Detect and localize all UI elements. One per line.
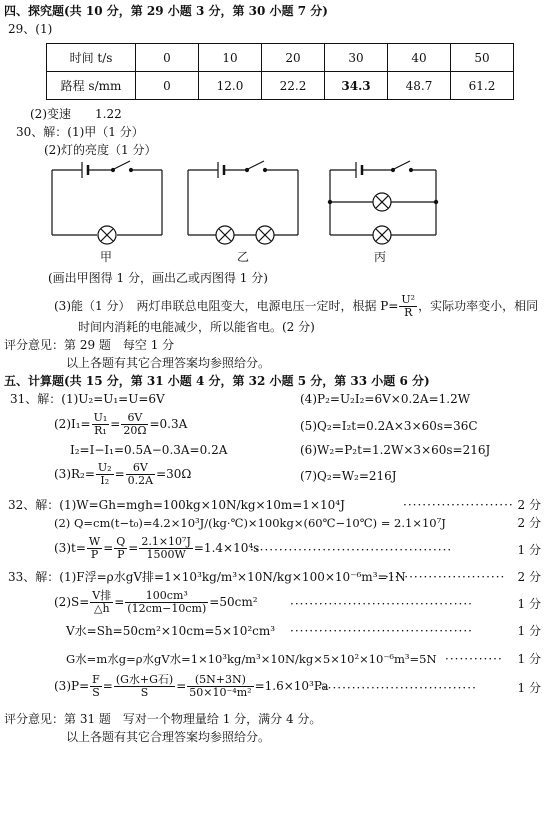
table-cell: 22.2 xyxy=(262,72,325,100)
q31-line3-right: (6)W₂=P₂t=1.2W×3×60s=216J xyxy=(300,443,491,457)
section-5-title: 五、计算题(共 15 分，第 31 小题 4 分，第 32 小题 5 分，第 33 小题 6 分) xyxy=(4,374,430,388)
q30-part2: (2)灯的亮度（1 分） xyxy=(44,143,157,157)
dot-leader: ············ xyxy=(445,652,503,666)
circuit-label-bing: 丙 xyxy=(374,250,387,264)
table-cell: 20 xyxy=(262,44,325,72)
time-distance-table xyxy=(46,43,514,100)
table-cell: 路程 s/mm xyxy=(47,72,136,100)
section-4-title: 四、探究题(共 10 分，第 29 小题 3 分，第 30 小题 7 分) xyxy=(4,4,328,18)
table-row xyxy=(47,44,514,72)
q31-line2-right: (5)Q₂=I₂t=0.2A×3×60s=36C xyxy=(300,419,478,433)
eval-note-2: 评分意见：第 31 题 写对一个物理量给 1 分，满分 4 分。 xyxy=(4,712,322,726)
q31-line1-right: (4)P₂=U₂I₂=6V×0.2A=1.2W xyxy=(300,392,471,406)
q30-part3-text-b: ，实际功率变小，相同 xyxy=(418,299,539,313)
q33-line5: (3)P= $\frac{F}{S}$ = (G水+G石) S = $\frac{(5N+3N)}{\text{50×10⁻⁴m²}}$ =1.6×10³Pa xyxy=(54,673,329,699)
q31-line2-left: (2)I₁= $\frac{\text{U₁}}{\text{R₁}}$ = $\frac{6V}{20\Omega}$ =0.3A xyxy=(54,411,188,437)
table-cell: 0 xyxy=(136,44,199,72)
table-cell: 0 xyxy=(136,72,199,100)
q33-score-2: 1 分 xyxy=(517,597,541,611)
circuit-jia xyxy=(52,161,162,244)
q30-part3 xyxy=(54,294,538,319)
q33-score-3: 1 分 xyxy=(517,624,541,638)
q32-line2: (2) Q=cm(t−t₀)=4.2×10³J/(kg·℃)×100kg×(60℃−10℃) = 2.1×10⁷J xyxy=(54,516,446,530)
dot-leader: ·········································· xyxy=(250,543,453,557)
circuit-label-yi: 乙 xyxy=(237,250,250,264)
q32-line1: 32、解：(1)W=Gh=mgh=100kg×10N/kg×10m=1×10⁴J xyxy=(8,498,345,512)
q30-part1: 30、解：(1)甲（1 分） xyxy=(16,125,144,139)
q32-score-1: 2 分 xyxy=(517,498,541,512)
q33-score-4: 1 分 xyxy=(517,652,541,666)
table-cell: 48.7 xyxy=(388,72,451,100)
dot-leader: ······················· xyxy=(403,498,514,512)
q31-line4-right: (7)Q₂=W₂=216J xyxy=(300,469,397,483)
table-cell: 34.3 xyxy=(325,72,388,100)
circuit-bing xyxy=(328,161,437,244)
table-cell: 10 xyxy=(199,44,262,72)
table-row xyxy=(47,72,514,100)
table-cell: 61.2 xyxy=(451,72,514,100)
dot-leader: ······································ xyxy=(290,597,473,611)
q29-part2: (2)变速 1.22 xyxy=(30,107,122,121)
q30-part3-text-a: (3)能（1 分） 两灯串联总电阻变大，电源电压一定时，根据 P= xyxy=(54,299,399,313)
table-cell: 30 xyxy=(325,44,388,72)
q32-score-2: 2 分 xyxy=(517,516,541,530)
q33-line3: V水=Sh=50cm²×10cm=5×10²cm³ xyxy=(66,624,276,638)
dot-leader: ························· xyxy=(385,570,506,584)
q30-note: (画出甲图得 1 分，画出乙或丙图得 1 分) xyxy=(48,271,268,285)
table-cell: 时间 t/s xyxy=(47,44,136,72)
q29-label: 29、(1) xyxy=(8,22,53,36)
eval-note-1: 评分意见：第 29 题 每空 1 分 xyxy=(4,338,175,352)
power-formula-fraction: $\frac{\text{U²}}{R}$ xyxy=(401,293,416,319)
q31-line3-left: I₂=I−I₁=0.5A−0.3A=0.2A xyxy=(70,443,228,457)
q33-line1: 33、解：(1)F浮=ρ水gV排=1×10³kg/m³×10N/kg×100×10⁻⁶m³=1N xyxy=(8,570,406,584)
table-cell: 40 xyxy=(388,44,451,72)
q32-line3: (3)t= $\frac{W}{P}$ = $\frac{Q}{P}$ = $\frac{\text{2.1×10⁷J}}{1500W}$ =1.4×10⁴s xyxy=(54,535,260,561)
q31-line4-left: (3)R₂= $\frac{\text{U₂}}{\text{I₂}}$ = $\frac{6V}{0.2A}$ =30Ω xyxy=(54,461,192,487)
dot-leader: ······································ xyxy=(290,624,473,638)
circuit-diagrams xyxy=(0,160,551,280)
q33-line4: G水=m水g=ρ水gV水=1×10³kg/m³×10N/kg×5×10²×10⁻⁶m³=5N xyxy=(66,652,437,666)
table-cell: 12.0 xyxy=(199,72,262,100)
q31-line1-left: 31、解：(1)U₂=U₁=U=6V xyxy=(10,392,165,406)
circuit-yi xyxy=(188,161,298,244)
eval-note-1b: 以上各题有其它合理答案均参照给分。 xyxy=(66,356,271,370)
q32-score-3: 1 分 xyxy=(517,543,541,557)
circuit-label-jia: 甲 xyxy=(100,250,113,264)
q33-line2: (2)S= V排 △h = $\frac{\text{100cm³}}{(12cm-10cm)}$ =50cm² xyxy=(54,589,258,615)
q30-part3-cont: 时间内消耗的电能减少，所以能省电。(2 分) xyxy=(78,320,315,334)
q33-score-5: 1 分 xyxy=(517,681,541,695)
dot-leader: ································· xyxy=(318,681,477,695)
eval-note-2b: 以上各题有其它合理答案均参照给分。 xyxy=(66,730,271,744)
q33-score-1: 2 分 xyxy=(517,570,541,584)
table-cell: 50 xyxy=(451,44,514,72)
